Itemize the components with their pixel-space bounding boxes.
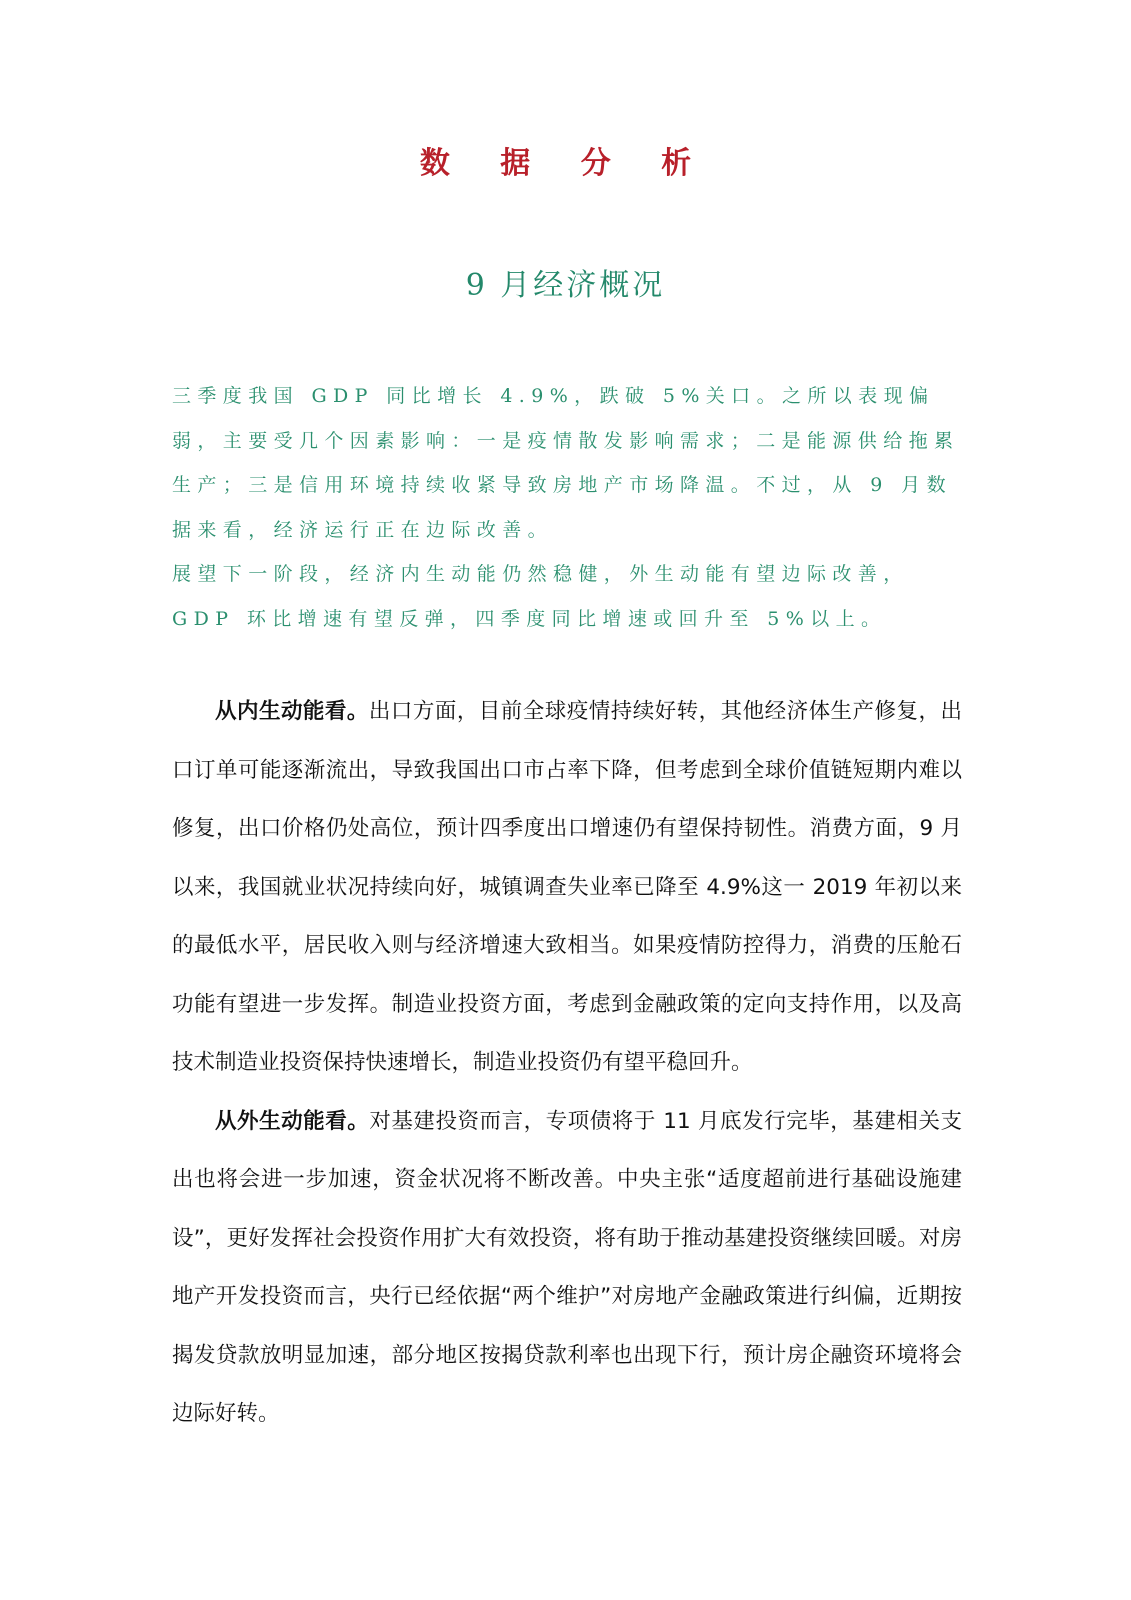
paragraph-text: 出口方面，目前全球疫情持续好转，其他经济体生产修复，出口订单可能逐渐流出，导致我国出口市占率下降，但考虑到全球价值链短期内难以修复，出口价格仍处高位，预计四季度出口增速仍有望保持韧性。消费方面，9 月以来，我国就业状况持续向好，城镇调查失业率已降至 4.9%这一 2019 年初以来的最低水平，居民收入则与经济增速大致相当。如果疫情防控得力，消费的压舱石功能有望进一步发挥。制造业投资方面，考虑到金融政策的定向支持作用，以及高技术制造业投资保持快速增长，制造业投资仍有望平稳回升。 [172,699,962,1075]
summary-paragraph-2: 展望下一阶段，经济内生动能仍然稳健，外生动能有望边际改善，GDP 环比增速有望反弹，四季度同比增速或回升至 5%以上。 [172,563,909,630]
summary-paragraph-1: 三季度我国 GDP 同比增长 4.9%，跌破 5%关口。之所以表现偏弱，主要受几个因素影响：一是疫情散发影响需求；二是能源供给拖累生产；三是信用环境持续收紧导致房地产市场降温。不过，从 9 月数据来看，经济运行正在边际改善。 [172,385,960,541]
body-paragraph-1 [172,683,962,1093]
paragraph-lead: 从内生动能看。 [215,699,369,724]
page-title: 数 据 分 析 [419,146,712,181]
page-subtitle: 9 月经济概况 [465,268,666,303]
paragraph-text: 对基建投资而言，专项债将于 11 月底发行完毕，基建相关支出也将会进一步加速，资金状况将不断改善。中央主张“适度超前进行基础设施建设”，更好发挥社会投资作用扩大有效投资，将有助于推动基建投资继续回暖。对房地产开发投资而言，央行已经依据“两个维护”对房地产金融政策进行纠偏，近期按揭发贷款放明显加速，部分地区按揭贷款利率也出现下行，预计房企融资环境将会边际好转。 [172,1108,962,1426]
body-text [172,683,962,1444]
paragraph-lead: 从外生动能看。 [215,1108,370,1134]
body-paragraph-2 [172,1093,962,1444]
summary-block [172,374,962,641]
